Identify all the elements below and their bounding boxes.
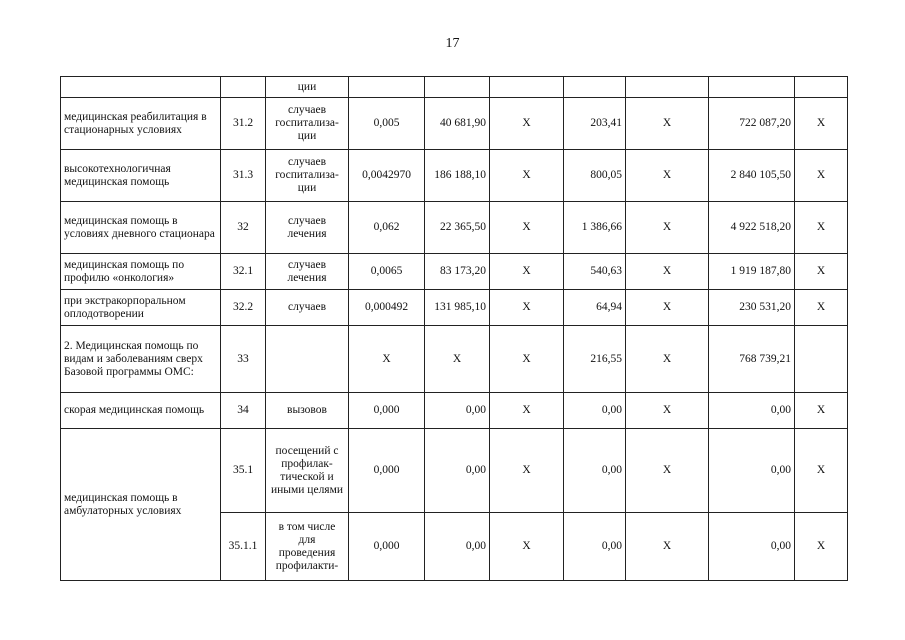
cell-value: X	[795, 254, 848, 290]
cell-value: 0,0065	[349, 254, 425, 290]
row-code: 32	[221, 202, 266, 254]
cell-value: 216,55	[564, 326, 626, 393]
unit-cell: в том числе для проведения профилакти-	[266, 513, 349, 581]
row-name: высокотехнологичная медицинская помощь	[61, 150, 221, 202]
cell-value: 0,000	[349, 513, 425, 581]
page-number: 17	[445, 36, 460, 51]
cell-value: 0,000492	[349, 290, 425, 326]
cell-value: 0,00	[709, 429, 795, 513]
cell-value: X	[349, 326, 425, 393]
cell-value: 0,00	[564, 513, 626, 581]
row-name: скорая медицинская помощь	[61, 393, 221, 429]
unit-cell: посещений с профилак-тической и иными целями	[266, 429, 349, 513]
row-code: 35.1	[221, 429, 266, 513]
cell-value: 0,005	[349, 98, 425, 150]
cell-value: X	[490, 393, 564, 429]
cell-value: X	[795, 290, 848, 326]
row-code: 31.2	[221, 98, 266, 150]
cell-value: X	[490, 513, 564, 581]
unit-cell: случаев лечения	[266, 202, 349, 254]
cell-value: X	[490, 326, 564, 393]
cell-value: 64,94	[564, 290, 626, 326]
row-code: 34	[221, 393, 266, 429]
cell-value: 0,0042970	[349, 150, 425, 202]
unit-cell	[266, 326, 349, 393]
unit-cell: случаев госпитализа-ции	[266, 98, 349, 150]
table-row	[61, 429, 848, 513]
cell-value: X	[490, 150, 564, 202]
table-row	[61, 254, 848, 290]
cell-value: 4 922 518,20	[709, 202, 795, 254]
cell-value	[795, 326, 848, 393]
cell-value: 203,41	[564, 98, 626, 150]
cell-value: 768 739,21	[709, 326, 795, 393]
cell-value: 186 188,10	[425, 150, 490, 202]
cell-value: X	[626, 393, 709, 429]
tariff-table	[60, 76, 848, 581]
cell-value: 2 840 105,50	[709, 150, 795, 202]
cell-value: X	[795, 150, 848, 202]
table-row	[61, 98, 848, 150]
row-code: 32.2	[221, 290, 266, 326]
cell-value: X	[490, 290, 564, 326]
row-name: 2. Медицинская помощь по видам и заболеваниям сверх Базовой программы ОМС:	[61, 326, 221, 393]
cell-value: 0,062	[349, 202, 425, 254]
cell-value: X	[490, 429, 564, 513]
cell-value: 722 087,20	[709, 98, 795, 150]
cell-value: X	[795, 98, 848, 150]
cell-value: X	[626, 290, 709, 326]
cell-value: X	[626, 326, 709, 393]
cell-value: X	[626, 150, 709, 202]
cell-value: 540,63	[564, 254, 626, 290]
row-name: медицинская реабилитация в стационарных условиях	[61, 98, 221, 150]
cell-value: X	[490, 254, 564, 290]
cell-value: 40 681,90	[425, 98, 490, 150]
cell-value: 230 531,20	[709, 290, 795, 326]
row-name: медицинская помощь в условиях дневного стационара	[61, 202, 221, 254]
cell-value: X	[795, 429, 848, 513]
cell-value: X	[626, 98, 709, 150]
cell-value: 0,00	[709, 513, 795, 581]
row-code: 32.1	[221, 254, 266, 290]
table-row	[61, 77, 848, 98]
cell-value: 0,00	[425, 429, 490, 513]
row-name: медицинская помощь по профилю «онкология»	[61, 254, 221, 290]
row-code: 33	[221, 326, 266, 393]
unit-cell: случаев	[266, 290, 349, 326]
cell-value: X	[490, 202, 564, 254]
table-row	[61, 150, 848, 202]
table-row	[61, 290, 848, 326]
cell-value: 0,000	[349, 429, 425, 513]
unit-cell: ции	[266, 77, 349, 98]
cell-value: 0,00	[709, 393, 795, 429]
cell-value: X	[626, 513, 709, 581]
unit-cell: случаев лечения	[266, 254, 349, 290]
unit-cell: случаев госпитализа-ции	[266, 150, 349, 202]
cell-value: 0,000	[349, 393, 425, 429]
row-name: при экстракорпоральном оплодотворении	[61, 290, 221, 326]
cell-value: X	[490, 98, 564, 150]
cell-value: X	[795, 393, 848, 429]
cell-value: 22 365,50	[425, 202, 490, 254]
cell-value: X	[425, 326, 490, 393]
cell-value: 0,00	[425, 393, 490, 429]
cell-value: 0,00	[425, 513, 490, 581]
table-row	[61, 326, 848, 393]
row-name: медицинская помощь в амбулаторных условиях	[61, 429, 221, 581]
table-row	[61, 393, 848, 429]
cell-value: X	[626, 429, 709, 513]
cell-value: 1 919 187,80	[709, 254, 795, 290]
cell-value: 0,00	[564, 429, 626, 513]
cell-value: 83 173,20	[425, 254, 490, 290]
cell-value: X	[795, 202, 848, 254]
unit-cell: вызовов	[266, 393, 349, 429]
cell-value: 800,05	[564, 150, 626, 202]
cell-value: X	[795, 513, 848, 581]
cell-value: 0,00	[564, 393, 626, 429]
cell-value: 1 386,66	[564, 202, 626, 254]
cell-value: X	[626, 254, 709, 290]
row-code: 31.3	[221, 150, 266, 202]
table-row	[61, 202, 848, 254]
row-code: 35.1.1	[221, 513, 266, 581]
cell-value: 131 985,10	[425, 290, 490, 326]
cell-value: X	[626, 202, 709, 254]
